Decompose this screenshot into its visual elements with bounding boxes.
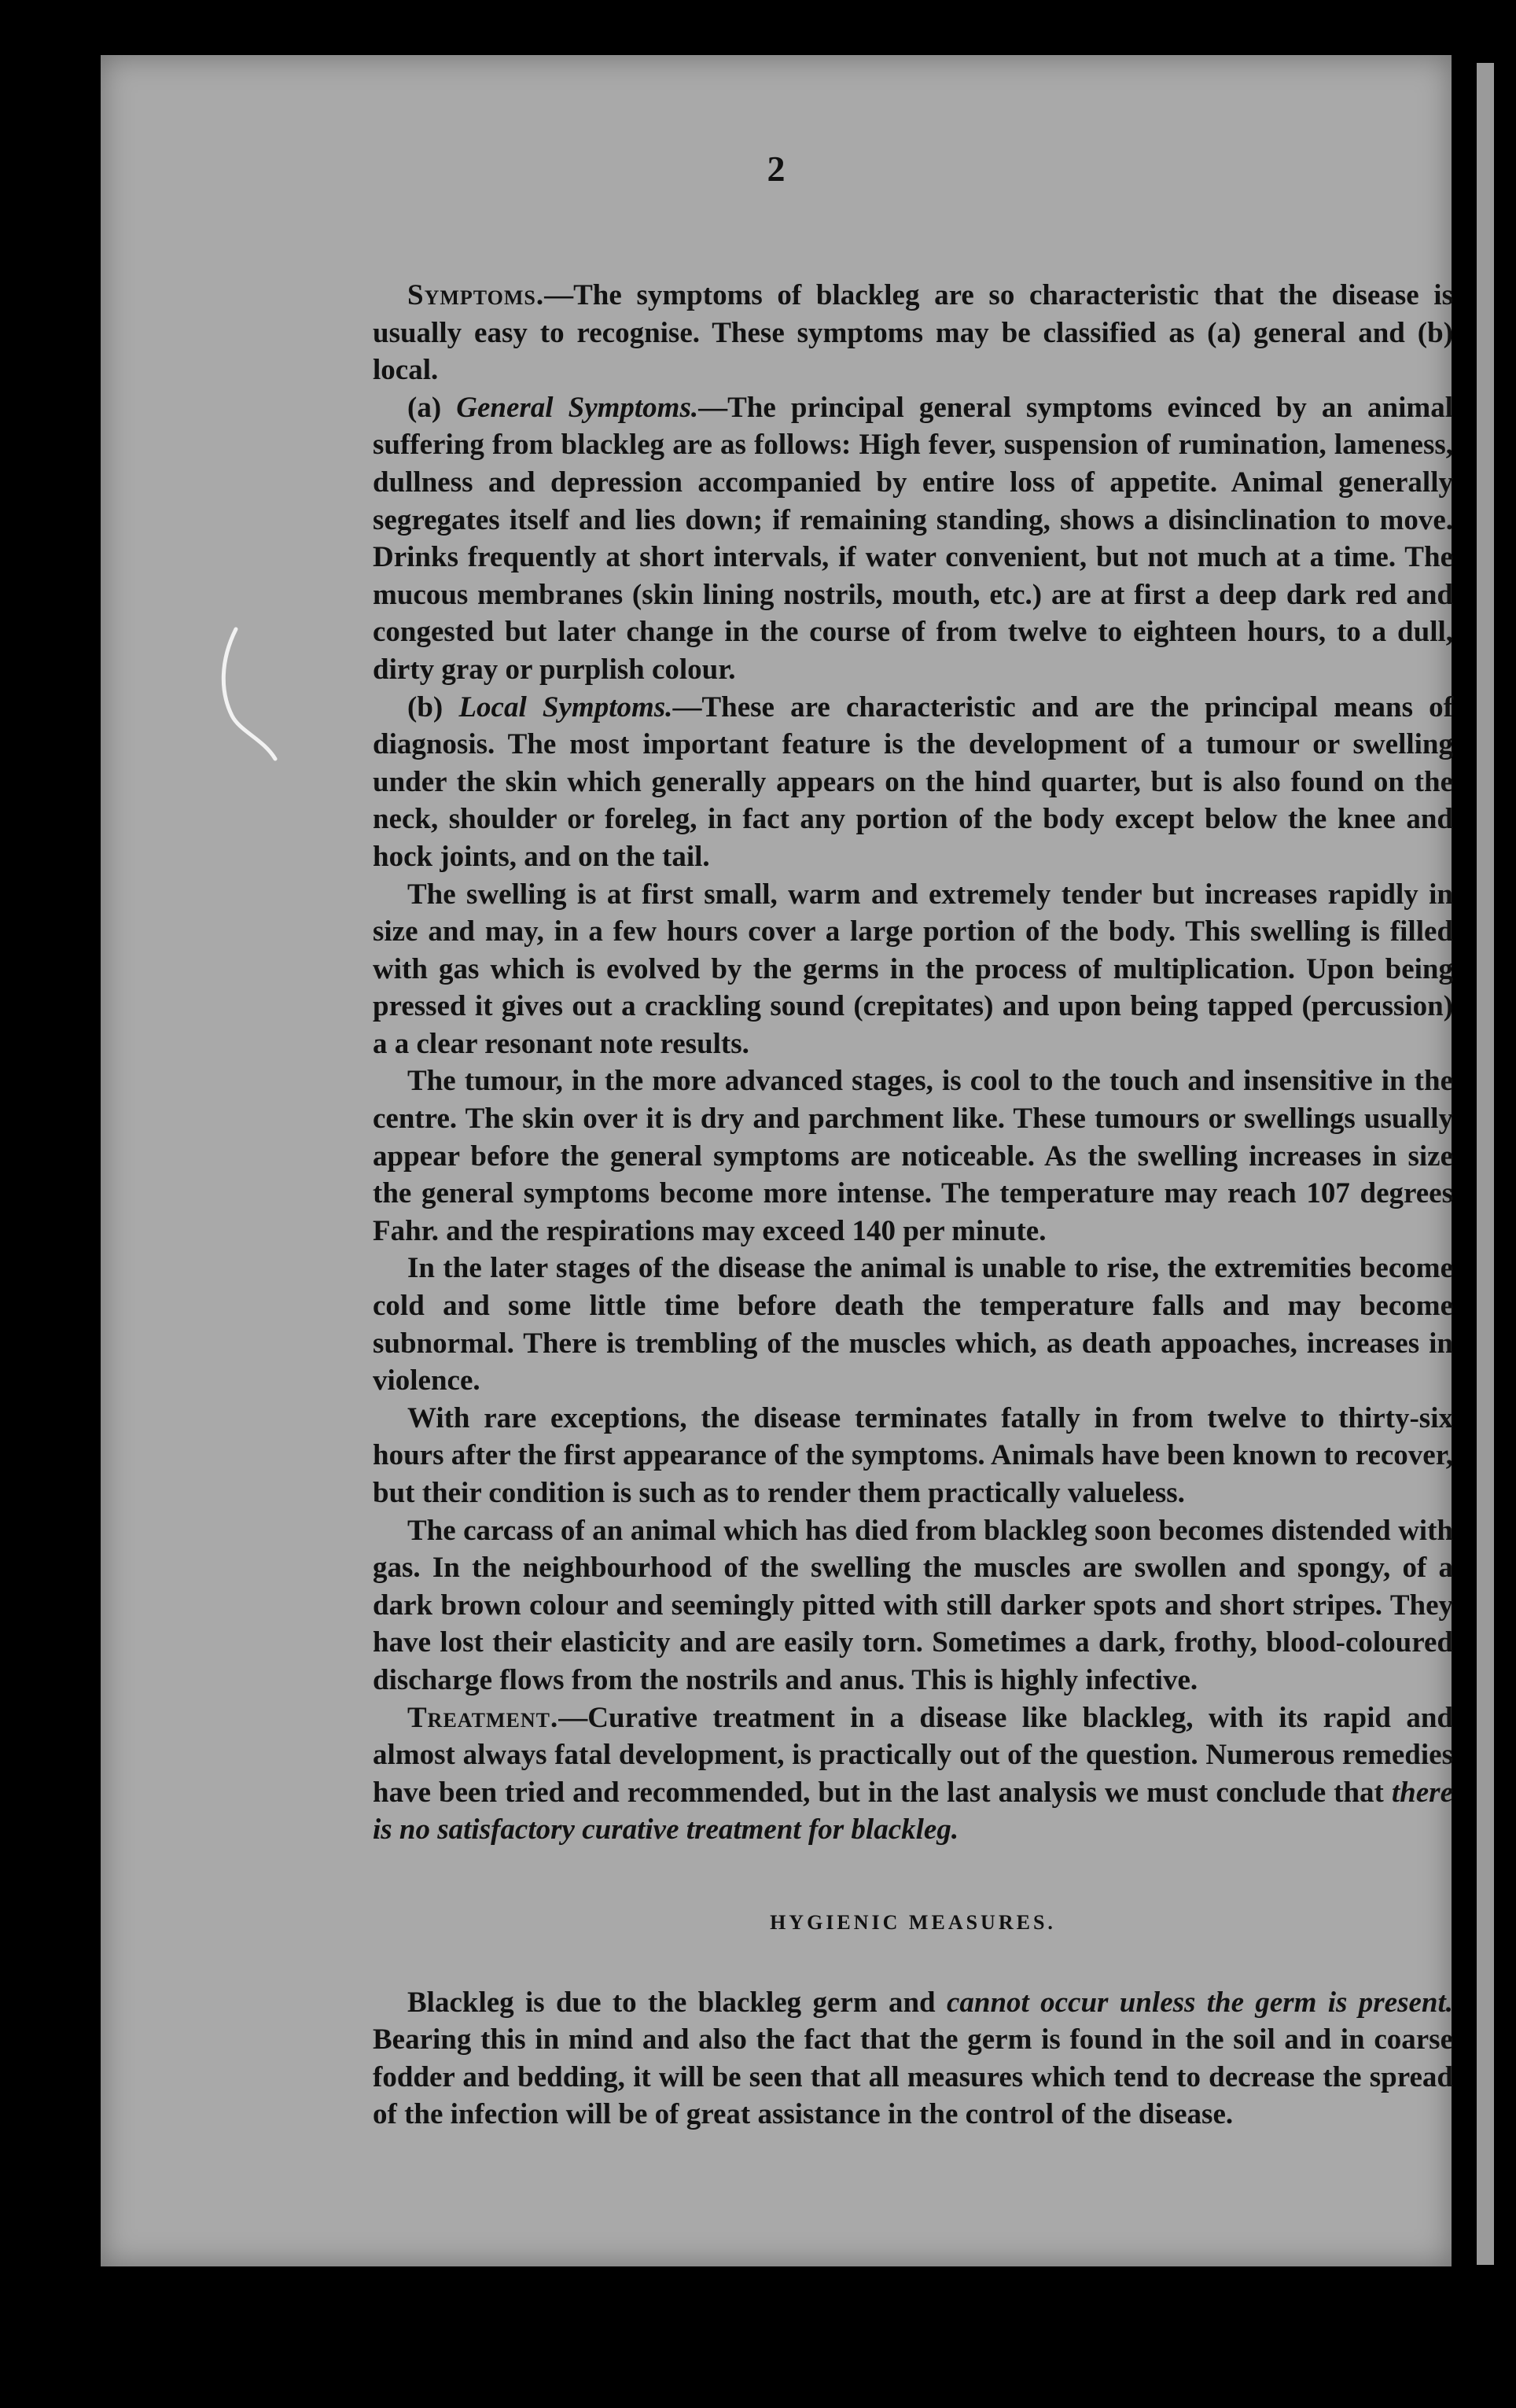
local-symptoms-paragraph: (b) Local Symptoms.—These are characteristic and are the principal means of diagnosis. The most important feature is the development of a tumour or swelling under the skin which generally appears on the hind quarter, but is also found on the neck, shoulder or foreleg, in fact any portion of the body except below the knee and hock joints, and on the tail. [373,690,1454,873]
hygienic-body: Bearing this in mind and also the fact that the germ is found in the soil and in coarse fodder and bedding, it will be seen that all measures which tend to decrease the spread of the infection will be of great assistance in the control of the disease. [373,2023,1453,2131]
scanned-page [101,55,1452,2266]
local-symptoms-label: (b) [407,690,443,724]
treatment-emphasis: there is no satisfactory curative treatment for blackleg. [373,1776,1454,1847]
hygienic-measures-heading: HYGIENIC MEASURES. [770,1910,1056,1934]
later-stages-paragraph: In the later stages of the disease the animal is unable to rise, the extremities become cold and some little time before death the temperature falls and may become subnormal. There is trembling of the muscles which, as death appoaches, increases in violence. [373,1252,1453,1397]
symptoms-paragraph: Symptoms.—The symptoms of blackleg are so characteristic that the disease is usually easy to recognise. These symptoms may be classified as (a) general and (b) local. [373,279,1453,387]
carcass-paragraph: The carcass of an animal which has died from blackleg soon becomes distended with gas. In the neighbourhood of the swelling the muscles are swollen and spongy, of a dark brown colour and seemingly pitted with still darker spots and short stripes. They have lost their elasticity and are easily torn. Sometimes a dark, frothy, blood-coloured discharge flows from the nostrils and anus. This is highly infective. [373,1514,1453,1696]
treatment-body: Curative treatment in a disease like blackleg, with its rapid and almost always fatal development, is practically out of the question. Numerous remedies have been tried and recommended, but in the last analysis we must conclude that [373,1701,1453,1809]
general-symptoms-label: (a) [407,391,442,424]
page-text [373,277,1453,2134]
page-number: 2 [767,149,786,189]
adjacent-page-edge [1477,63,1494,2265]
tumour-paragraph: The tumour, in the more advanced stages, is cool to the touch and insensitive in the centre. The skin over it is dry and parchment like. These tumours or swellings usually appear before the general symptoms are noticeable. As the swelling increases in size the general symptoms become more intense. The temperature may reach 107 degrees Fahr. and the respirations may exceed 140 per minute. [373,1065,1453,1247]
general-symptoms-heading: General Symptoms. [456,391,699,424]
symptoms-body: The symptoms of blackleg are so characteristic that the disease is usually easy to recognise. These symptoms may be classified as (a) general and (b) local. [373,279,1453,387]
general-symptoms-body: The principal general symptoms evinced by an animal suffering from blackleg are as follows: High fever, suspension of rumination, lameness, dullness and depression accompanied by entire loss of appetite. Animal generally segregates itself and lies down; if remaining standing, shows a disinclination to move. Drinks frequently at short intervals, if water convenient, but not much at a time. The mucous membranes (skin lining nostrils, mouth, etc.) are at first a deep dark red and congested but later change in the course of from twelve to eighteen hours, to a dull, dirty gray or purplish colour. [373,391,1453,686]
general-symptoms-paragraph: (a) General Symptoms.—The principal general symptoms evinced by an animal suffering from blackleg are as follows: High fever, suspension of rumination, lameness, dullness and depression accompanied by entire loss of appetite. Animal generally segregates itself and lies down; if remaining standing, shows a disinclination to move. Drinks frequently at short intervals, if water convenient, but not much at a time. The mucous membranes (skin lining nostrils, mouth, etc.) are at first a deep dark red and congested but later change in the course of from twelve to eighteen hours, to a dull, dirty gray or purplish colour. [373,391,1453,686]
hygienic-lead: Blackleg is due to the blackleg germ and [407,1986,936,2019]
local-symptoms-body: These are characteristic and are the principal means of diagnosis. The most important feature is the development of a tumour or swelling under the skin which generally appears on the hind quarter, but is also found on the neck, shoulder or foreleg, in fact any portion of the body except below the knee and hock joints, and on the tail. [373,690,1454,873]
hygienic-paragraph [373,1984,1453,2134]
swelling-paragraph: The swelling is at first small, warm and extremely tender but increases rapidly in size and may, in a few hours cover a large portion of the body. This swelling is filled with gas which is evolved by the germs in the process of multiplication. Upon being pressed it gives out a crackling sound (crepitates) and upon being tapped (percussion) a a clear resonant note results. [373,878,1453,1060]
local-symptoms-heading: Local Symptoms. [458,690,673,724]
treatment-heading: Treatment. [407,1701,559,1734]
hygienic-emphasis: cannot occur unless the germ is present. [946,1986,1453,2019]
treatment-paragraph: Treatment.—Curative treatment in a disease like blackleg, with its rapid and almost always fatal development, is practically out of the question. Numerous remedies have been tried and recommended, but in the last analysis we must conclude that there is no satisfactory curative treatment for blackleg. [373,1701,1454,1847]
symptoms-heading: Symptoms. [407,279,545,311]
exceptions-paragraph: With rare exceptions, the disease terminates fatally in from twelve to thirty-six hours after the first appearance of the symptoms. Animals have been known to recover, but their condition is such as to render them practically valueless. [373,1401,1453,1509]
